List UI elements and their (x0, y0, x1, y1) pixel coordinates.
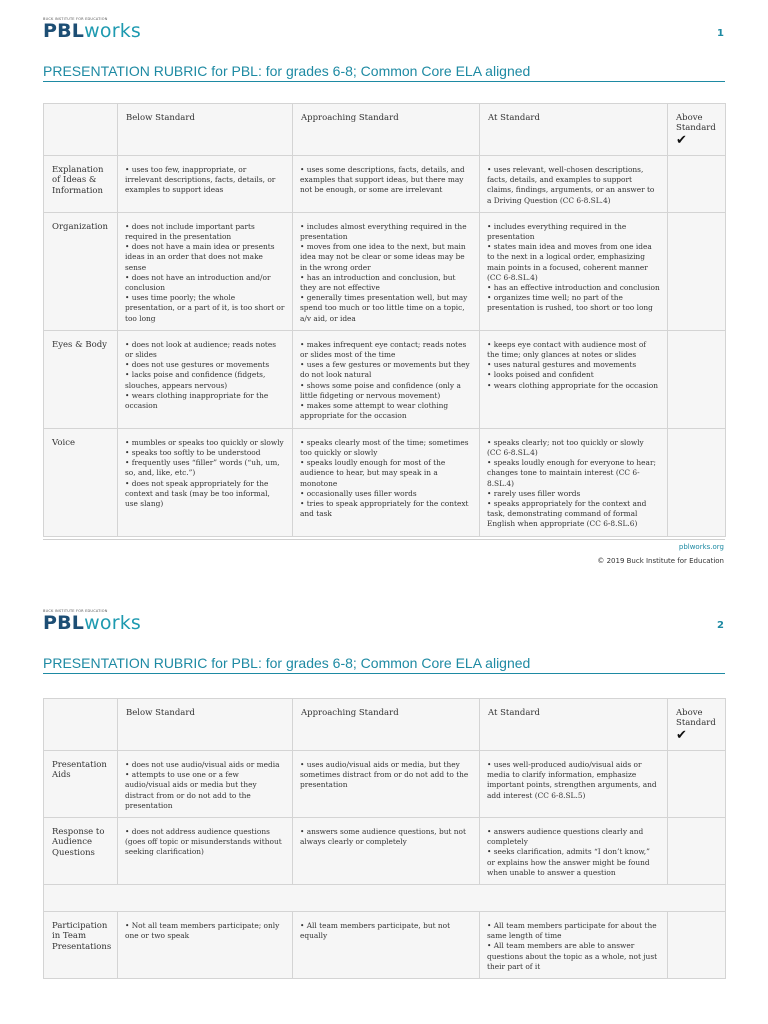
table-row (44, 330, 726, 428)
approaching-cell (293, 818, 480, 885)
header-at-standard: At Standard (480, 104, 668, 156)
rubric-bullet: • does not have a main idea or presents ideas in an order that does not make sense (125, 242, 275, 272)
rubric-bullet: • uses too few, inappropriate, or irrelevant descriptions, facts, details, or examples to support ideas (125, 165, 276, 195)
at-cell (480, 156, 668, 213)
criterion-cell: Presentation Aids (44, 751, 118, 818)
below-cell (118, 751, 293, 818)
approaching-cell (293, 212, 480, 330)
rubric-bullet: • makes some attempt to wear clothing appropriate for the occasion (300, 401, 449, 421)
page-number: 2 (717, 620, 724, 631)
page-number: 1 (717, 28, 724, 39)
logo-works-text: works (84, 20, 142, 42)
at-cell (480, 428, 668, 536)
rubric-table (43, 103, 726, 537)
above-cell (668, 330, 726, 428)
above-cell (668, 818, 726, 885)
pblworks-logo (43, 609, 153, 635)
above-cell (668, 212, 726, 330)
approaching-cell (293, 428, 480, 536)
above-cell (668, 751, 726, 818)
header-row (44, 699, 726, 751)
table-row (44, 912, 726, 979)
rubric-bullet: • speaks clearly; not too quickly or slowly (CC 6-8.SL.4) (487, 437, 644, 458)
approaching-cell (293, 751, 480, 818)
above-cell (668, 156, 726, 213)
criterion-cell: Eyes & Body (44, 330, 118, 428)
table-row (44, 212, 726, 330)
page-title: PRESENTATION RUBRIC for PBL: for grades 6-8; Common Core ELA aligned (43, 63, 725, 82)
logo-pbl-text: PBL (43, 20, 85, 42)
rubric-bullet: • uses natural gestures and movements (487, 360, 637, 370)
rubric-bullet: • uses time poorly; the whole presentation, or a part of it, is too short or too long (125, 293, 285, 323)
header-above-standard (668, 699, 726, 751)
above-cell (668, 912, 726, 979)
below-cell (118, 330, 293, 428)
check-icon: ✔ (676, 133, 687, 148)
logo-works-text: works (84, 612, 142, 634)
rubric-bullet: • generally times presentation well, but may spend too much or too little time on a topic, a/v aid, or idea (300, 293, 468, 323)
rubric-bullet: • makes infrequent eye contact; reads notes or slides most of the time (300, 339, 467, 360)
rubric-bullet: • seeks clarification, admits “I don’t know,” or explains how the answer might be found when unable to answer a question (487, 847, 650, 877)
at-cell (480, 751, 668, 818)
rubric-bullet: • All team members are able to answer questions about the topic as a whole, not just their part of it (487, 941, 658, 971)
rubric-bullet: • has an effective introduction and conclusion (487, 283, 660, 293)
pblworks-logo (43, 17, 153, 43)
approaching-cell (293, 156, 480, 213)
rubric-bullet: • organizes time well; no part of the presentation is rushed, too short or too long (487, 293, 653, 313)
rubric-bullet: • does not have an introduction and/or conclusion (125, 272, 271, 293)
rubric-bullet: • has an introduction and conclusion, but they are not effective (300, 272, 456, 293)
rubric-bullet: • speaks loudly enough for everyone to hear; changes tone to maintain interest (CC 6-8.SL.4) (487, 458, 656, 488)
rubric-bullet: • shows some poise and confidence (only a little fidgeting or nervous movement) (300, 380, 461, 400)
rubric-bullet: • includes almost everything required in the presentation (300, 221, 467, 242)
rubric-bullet: • does not look at audience; reads notes or slides (125, 339, 277, 360)
rubric-bullet: • speaks appropriately for the context and task, demonstrating command of formal English when appropriate (CC 6-8.SL.6) (487, 499, 647, 529)
rubric-bullet: • uses well-produced audio/visual aids or media to clarify information, emphasize important points, strengthen arguments, and add interest (CC 6-8.SL.5) (487, 760, 657, 800)
logo-tagline: BUCK INSTITUTE FOR EDUCATION (43, 17, 108, 21)
rubric-bullet: • does not use gestures or movements (125, 360, 270, 370)
header-criterion (44, 104, 118, 156)
at-cell (480, 818, 668, 885)
header-below-standard: Below Standard (118, 699, 293, 751)
rubric-bullet: • speaks too softly to be understood (125, 448, 261, 458)
criterion-cell: Explanation of Ideas & Information (44, 156, 118, 213)
below-cell (118, 912, 293, 979)
header-above-label: Above Standard (676, 113, 716, 133)
rubric-bullet: • All team members participate, but not equally (300, 921, 451, 941)
rubric-bullet: • wears clothing inappropriate for the occasion (125, 390, 269, 411)
rubric-bullet: • keeps eye contact with audience most of the time; only glances at notes or slides (487, 339, 647, 360)
criterion-cell: Voice (44, 428, 118, 536)
rubric-bullet: • speaks clearly most of the time; sometimes too quickly or slowly (300, 437, 469, 458)
logo-tagline: BUCK INSTITUTE FOR EDUCATION (43, 609, 108, 613)
rubric-bullet: • includes everything required in the presentation (487, 221, 627, 242)
rubric-bullet: • All team members participate for about the same length of time (487, 921, 657, 941)
rubric-bullet: • mumbles or speaks too quickly or slowly (125, 437, 284, 447)
below-cell (118, 212, 293, 330)
rubric-bullet: • Not all team members participate; only one or two speak (125, 921, 280, 941)
criterion-cell: Response to Audience Questions (44, 818, 118, 885)
rubric-bullet: • answers some audience questions, but not always clearly or completely (300, 827, 466, 847)
rubric-bullet: • uses a few gestures or movements but they do not look natural (300, 360, 470, 380)
table-row (44, 818, 726, 885)
rubric-bullet: • tries to speak appropriately for the context and task (300, 499, 469, 519)
rubric-bullet: • moves from one idea to the next, but main idea may not be clear or some ideas may be in the wrong order (300, 242, 466, 272)
header-criterion (44, 699, 118, 751)
rubric-bullet: • looks poised and confident (487, 370, 594, 380)
criterion-cell: Participation in Team Presentations (44, 912, 118, 979)
below-cell (118, 818, 293, 885)
spacer-row (44, 885, 726, 912)
header-below-standard: Below Standard (118, 104, 293, 156)
below-cell (118, 428, 293, 536)
rubric-bullet: • does not speak appropriately for the context and task (may be too informal, use slang) (125, 478, 270, 509)
approaching-cell (293, 912, 480, 979)
rubric-table (43, 698, 726, 979)
header-above-label: Above Standard (676, 708, 716, 728)
above-cell (668, 428, 726, 536)
rubric-bullet: • does not address audience questions (goes off topic or misunderstands without seeking clarification) (125, 827, 282, 857)
spacer-cell (44, 885, 726, 912)
at-cell (480, 212, 668, 330)
table-row (44, 751, 726, 818)
header-row (44, 104, 726, 156)
header-approaching-standard: Approaching Standard (293, 699, 480, 751)
at-cell (480, 912, 668, 979)
rubric-body (44, 156, 726, 537)
criterion-cell: Organization (44, 212, 118, 330)
header-approaching-standard: Approaching Standard (293, 104, 480, 156)
header-above-standard (668, 104, 726, 156)
check-icon: ✔ (676, 728, 687, 743)
below-cell (118, 156, 293, 213)
footer-copyright: © 2019 Buck Institute for Education (597, 557, 724, 565)
rubric-bullet: • answers audience questions clearly and completely (487, 827, 644, 847)
at-cell (480, 330, 668, 428)
table-row (44, 428, 726, 536)
rubric-bullet: • occasionally uses filler words (300, 488, 417, 498)
header-at-standard: At Standard (480, 699, 668, 751)
rubric-bullet: • uses relevant, well-chosen descriptions, facts, details, and examples to support claims, findings, arguments, or an answer to a Driving Question (CC 6-8.SL.4) (487, 165, 655, 205)
rubric-bullet: • uses audio/visual aids or media, but they sometimes distract from or do not add to the presentation (300, 760, 469, 790)
rubric-bullet: • rarely uses filler words (487, 488, 581, 498)
rubric-bullet: • speaks loudly enough for most of the audience to hear, but may speak in a monotone (300, 458, 446, 488)
logo-pbl-text: PBL (43, 612, 85, 634)
rubric-body (44, 751, 726, 979)
rubric-bullet: • states main idea and moves from one idea to the next in a logical order, emphasizing main points in a focused, coherent manner (CC 6-8.SL.4) (487, 242, 652, 282)
rubric-bullet: • does not include important parts required in the presentation (125, 221, 255, 242)
rubric-bullet: • lacks poise and confidence (fidgets, slouches, appears nervous) (125, 370, 266, 390)
page-title: PRESENTATION RUBRIC for PBL: for grades 6-8; Common Core ELA aligned (43, 655, 725, 674)
footer-divider (43, 539, 725, 540)
page-2 (0, 592, 768, 1024)
rubric-bullet: • attempts to use one or a few audio/visual aids or media but they distract from or do not add to the presentation (125, 770, 257, 810)
rubric-bullet: • uses some descriptions, facts, details, and examples that support ideas, but there may not be enough, or some are irrelevant (300, 165, 465, 195)
rubric-bullet: • does not use audio/visual aids or media (125, 760, 280, 769)
rubric-bullet: • frequently uses “filler” words (“uh, um, so, and, like, etc.”) (125, 458, 280, 478)
approaching-cell (293, 330, 480, 428)
footer-site-link[interactable]: pblworks.org (678, 543, 724, 551)
rubric-bullet: • wears clothing appropriate for the occasion (487, 380, 658, 390)
table-row (44, 156, 726, 213)
